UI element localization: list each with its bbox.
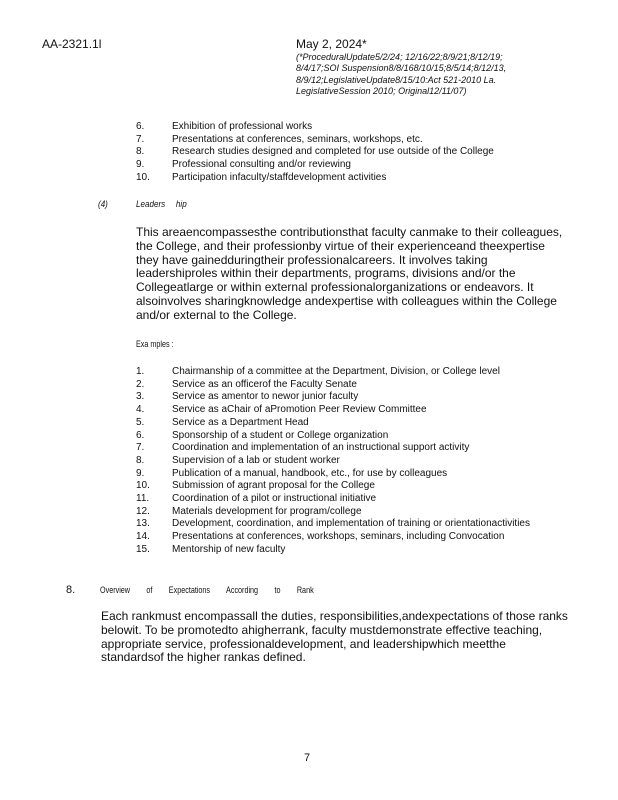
list-item: 5. Service as a Department Head <box>136 416 309 428</box>
list-item: 7. Presentations at conferences, seminars, workshops, etc. <box>136 133 423 145</box>
list-item: 9. Publication of a manual, handbook, etc., for use by colleagues <box>136 467 448 479</box>
list-item: 14. Presentations at conferences, workshops, seminars, including Convocation <box>136 531 505 543</box>
document-date: May 2, 2024* <box>296 37 367 51</box>
list-item: 10. Participation infaculty/staffdevelopment activities <box>136 171 387 183</box>
list-item: 2. Service as an officerof the Faculty Senate <box>136 378 357 390</box>
document-id: AA-2321.1l <box>42 37 102 51</box>
section-4-number: (4) <box>98 199 108 210</box>
list-item: 11. Coordination of a pilot or instructional initiative <box>136 493 376 505</box>
section-4-title: Leaders hip <box>136 199 187 210</box>
list-item: 12. Materials development for program/college <box>136 505 362 517</box>
research-examples-list <box>136 121 494 185</box>
revision-history-note: (*ProceduralUpdate5/2/24; 12/16/22;8/9/21;8/12/19; 8/4/17;SOI Suspension8/8/168/10/15;8/5/14;8/12/13, 8/9/12;LegislativeUpdate8/15/10:Act 521-2010 La. LegislativeSession 2010; Original12/11/07) <box>296 52 507 96</box>
list-item: 1. Chairmanship of a committee at the Department, Division, or College level <box>136 366 500 377</box>
list-item: 6. Exhibition of professional works <box>136 121 313 132</box>
list-item: 3. Service as amentor to newor junior faculty <box>136 391 359 403</box>
list-item: 6. Sponsorship of a student or College organization <box>136 429 389 441</box>
examples-label: Exa mples : <box>136 339 174 349</box>
list-item: 10. Submission of agrant proposal for the College <box>136 480 375 492</box>
leadership-paragraph: This areaencompassesthe contributionsthat faculty canmake to their colleagues, the College, and their professionby virtue of their experienceand theexpertise they have gainedduringtheir professionalcareers. It involves taking leadershiproles within their departments, programs, divisions and/or the Collegeatlarge or within external professionalorganizations or endeavors. It alsoinvolves sharingknowledge andexpertise with colleagues within the College and/or external to the College. <box>136 225 563 322</box>
list-item: 8. Supervision of a lab or student worker <box>136 454 340 466</box>
section-8-number: 8. <box>66 584 76 596</box>
section-8-title: Overview of Expectations According to Rank <box>100 585 314 595</box>
list-item: 7. Coordination and implementation of an instructional support activity <box>136 442 470 454</box>
list-item: 15. Mentorship of new faculty <box>136 543 286 555</box>
list-item: 4. Service as aChair of aPromotion Peer Review Committee <box>136 404 427 416</box>
list-item: 9. Professional consulting and/or reviewing <box>136 159 351 171</box>
rank-expectations-paragraph: Each rankmust encompassall the duties, responsibilities,andexpectations of those ranks belowit. To be promotedto ahigherrank, faculty mustdemonstrate effective teaching, appropriate service, professionaldevelopment, and leadershipwhich meetthe standardsof the higher rankas defined. <box>101 609 568 665</box>
page-number: 7 <box>304 752 311 764</box>
leadership-examples-list <box>136 366 530 557</box>
list-item: 8. Research studies designed and completed for use outside of the College <box>136 146 494 158</box>
list-item: 13. Development, coordination, and implementation of training or orientationactivities <box>136 518 530 530</box>
